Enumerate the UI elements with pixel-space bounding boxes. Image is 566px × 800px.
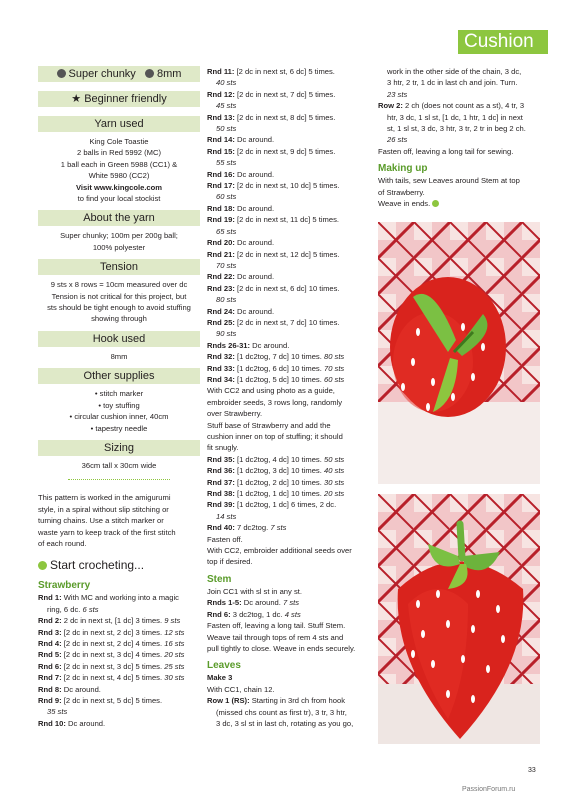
list-item: • stitch marker <box>94 389 144 399</box>
pattern-round: Rnd 39: [1 dc2tog, 1 dc] 6 times, 2 dc. <box>207 500 337 510</box>
pattern-round: Rnd 12: [2 dc in next st, 7 dc] 5 times. <box>207 89 336 99</box>
rounds-block-b <box>207 351 369 385</box>
pattern-round: Rnd 34: [1 dc2tog, 5 dc] 10 times. 60 sts <box>207 374 345 384</box>
strawberry-photo-bottom <box>378 494 540 744</box>
page-title: Cushion <box>464 31 534 52</box>
page-number: 33 <box>528 767 536 774</box>
about-yarn-heading: About the yarn <box>38 210 200 226</box>
right-column: work in the other side of the chain, 3 dc, 3 htr, 2 tr, 1 dc in last ch and join. Turn. 23 sts Row 2: 2 ch (does not count as a st), 4 tr, 3 htr, 3 dc, 1 sl st, [1 dc, 1 htr, 1 dc] in next st, 1 sl st, 3 dc, 3 htr, 3 tr, 2 tr in beg 2 ch. 26 sts Fasten off, leaving a long tail for sewing. Making up With tails, sew Leaves around Stem at top of Strawberry. Weave in ends. <box>378 66 540 209</box>
list-item: • tapestry needle <box>90 423 148 433</box>
making-up-heading: Making up <box>378 163 428 175</box>
pattern-round: Rnd 33: [1 dc2tog, 6 dc] 10 times. 70 sts <box>207 363 345 373</box>
tension-text: 9 sts x 8 rows = 10cm measured over dc Tension is not critical for this project, but sts should be tight enough to avoid stuffing showing through <box>47 280 191 324</box>
strawberry-rounds: Rnd 1: With MC and working into a magic ring, 6 dc. 6 sts Rnd 2: 2 dc in next st, [1 dc] 3 times. 9 sts Rnd 3: [2 dc in next st, 2 dc] 3 times. 12 sts Rnd 4: [2 dc in next st, 2 dc] 4 times. 16 sts Rnd 5: [2 dc in next st, 3 dc] 4 times. 20 sts Rnd 6: [2 dc in next st, 3 dc] 5 times. 25 sts Rnd 7: [2 dc in next st, 4 dc] 5 times. 30 sts Rnd 8: Dc around. Rnd 9: [2 dc in next st, 5 dc] 5 times. 35 sts Rnd 10: Dc around. <box>38 592 200 729</box>
pattern-round: Rnd 11: [2 dc in next st, 6 dc] 5 times. <box>207 67 335 76</box>
pattern-round: Rnd 15: [2 dc in next st, 9 dc] 5 times. <box>207 146 336 156</box>
page-title-box <box>458 30 548 54</box>
leaves-heading: Leaves <box>207 660 241 672</box>
yarn-ball-icon <box>432 200 439 207</box>
stem-rounds <box>207 586 369 620</box>
yarn-used-text: King Cole Toastie 2 balls in Red 5992 (MC) 1 ball each in Green 5988 (CC1) & White 5980 (CC2) Visit www.kingcole.com to find your local stockist <box>38 136 200 204</box>
level-banner: ★ Beginner friendly <box>38 91 200 107</box>
pattern-round: Rnd 3: [2 dc in next st, 2 dc] 3 times. 12 sts <box>38 627 185 637</box>
pattern-round: Rnds 1-5: Dc around. 7 sts <box>207 598 300 608</box>
middle-column <box>207 66 369 729</box>
strawberry-photo-top <box>378 222 540 484</box>
pattern-round: Rnd 16: Dc around. <box>207 169 275 179</box>
pattern-round: Rnd 6: 3 dc2tog, 1 dc. 4 sts <box>207 609 301 619</box>
pattern-round: Rnd 4: [2 dc in next st, 2 dc] 4 times. 16 sts <box>38 638 185 648</box>
pattern-round: Rnd 36: [1 dc2tog, 3 dc] 10 times. 40 sts <box>207 466 345 476</box>
rounds-block-a: Rnd 11: [2 dc in next st, 6 dc] 5 times. 40 sts Rnd 12: [2 dc in next st, 7 dc] 5 times. 45 sts Rnd 13: [2 dc in next st, 8 dc] 5 times. 50 sts Rnd 14: Dc around. Rnd 15: [2 dc in next st, 9 dc] 5 times. 55 sts Rnd 16: Dc around. Rnd 17: [2 dc in next st, 10 dc] 5 times. 60 sts Rnd 18: Dc around. Rnd 19: [2 dc in next st, 11 dc] 5 times. 65 sts Rnd 20: Dc around. Rnd 21: [2 dc in next st, 12 dc] 5 times. 70 sts Rnd 22: Dc around. Rnd 23: [2 dc in next st, 6 dc] 10 times. 80 sts Rnd 24: Dc around. Rnd 25: [2 dc in next st, 7 dc] 10 times. 90 sts Rnds 26-31: Dc around. <box>207 66 369 351</box>
pattern-round: Rnd 19: [2 dc in next st, 11 dc] 5 times. <box>207 215 339 225</box>
yarn-ball-icon <box>38 561 47 570</box>
pattern-round: Rnd 18: Dc around. <box>207 203 275 213</box>
pattern-round: Join CC1 with sl st in any st. <box>207 586 302 596</box>
yarn-weight-banner: Super chunky 8mm <box>38 66 200 82</box>
leaves-chain: With CC1, chain 12. <box>207 684 275 694</box>
pattern-round: Rnd 37: [1 dc2tog, 2 dc] 10 times. 30 sts <box>207 477 345 487</box>
row1-text: Row 1 (RS): Starting in 3rd ch from hook (missed chs count as first tr), 3 tr, 3 htr, 3 dc, 3 sl st in last ch, rotating as you go, <box>207 696 354 728</box>
pattern-round: Rnd 25: [2 dc in next st, 7 dc] 10 times. <box>207 317 340 327</box>
dotted-divider <box>68 479 170 480</box>
pattern-round: Rnd 32: [1 dc2tog, 7 dc] 10 times. 80 sts <box>207 352 345 362</box>
pattern-round: Rnd 24: Dc around. <box>207 306 275 316</box>
pattern-round: Rnd 7: [2 dc in next st, 4 dc] 5 times. 30 sts <box>38 673 185 683</box>
hook-used-value: 8mm <box>110 351 128 361</box>
pattern-round: Rnd 20: Dc around. <box>207 238 275 248</box>
list-item: • toy stuffing <box>98 400 140 410</box>
tension-heading: Tension <box>38 259 200 275</box>
pattern-round: Rnd 1: With MC and working into a magic <box>38 593 179 603</box>
about-yarn-text: Super chunky; 100m per 200g ball; 100% polyester <box>60 231 178 252</box>
pattern-round: Rnd 13: [2 dc in next st, 8 dc] 5 times. <box>207 112 336 122</box>
pattern-round: Rnd 14: Dc around. <box>207 135 275 145</box>
stem-text: Fasten off, leaving a long tail. Stuff Stem. Weave tail through tops of rem 4 sts and pull tightly to close. Weave in ends securely. <box>207 621 356 653</box>
strawberry-heading: Strawberry <box>38 580 91 592</box>
stockist-link[interactable]: Visit www.kingcole.com <box>75 182 163 192</box>
supplies-list <box>38 388 200 434</box>
pattern-round: Rnd 21: [2 dc in next st, 12 dc] 5 times. <box>207 249 340 259</box>
yarn-ball-icon <box>57 69 66 78</box>
pattern-round: Rnd 40: 7 dc2tog. 7 sts <box>207 523 287 533</box>
fasten-text: Fasten off. With CC2, embroider additional seeds over top if desired. <box>207 534 352 567</box>
pattern-round: Rnd 17: [2 dc in next st, 10 dc] 5 times. <box>207 181 340 191</box>
watermark: PassionForum.ru <box>462 786 516 793</box>
pattern-round: Rnd 8: Dc around. <box>38 684 101 694</box>
list-item: • circular cushion inner, 40cm <box>69 412 169 422</box>
other-supplies-heading: Other supplies <box>38 368 200 384</box>
sizing-value: 36cm tall x 30cm wide <box>81 460 157 470</box>
make-count: Make 3 <box>207 673 233 683</box>
sidebar-column <box>38 66 200 729</box>
sizing-heading: Sizing <box>38 440 200 456</box>
pattern-round: Rnd 35: [1 dc2tog, 4 dc] 10 times. 50 sts <box>207 454 345 464</box>
rounds-block-c: Rnd 35: [1 dc2tog, 4 dc] 10 times. 50 sts Rnd 36: [1 dc2tog, 3 dc] 10 times. 40 sts Rnd 37: [1 dc2tog, 2 dc] 10 times. 30 sts Rnd 38: [1 dc2tog, 1 dc] 10 times. 20 sts Rnd 39: [1 dc2tog, 1 dc] 6 times, 2 dc. 14 sts Rnd 40: 7 dc2tog. 7 sts <box>207 454 369 534</box>
pattern-round: Rnd 5: [2 dc in next st, 3 dc] 4 times. 20 sts <box>38 650 185 660</box>
pattern-round: Rnd 2: 2 dc in next st, [1 dc] 3 times. 9 sts <box>38 616 181 626</box>
pattern-round: Rnds 26-31: Dc around. <box>207 340 290 350</box>
pattern-round: Rnd 38: [1 dc2tog, 1 dc] 10 times. 20 sts <box>207 489 345 499</box>
hook-used-heading: Hook used <box>38 331 200 347</box>
star-icon: ★ <box>71 93 82 105</box>
hook-icon <box>145 69 154 78</box>
pattern-round: Rnd 6: [2 dc in next st, 3 dc] 5 times. 25 sts <box>38 661 185 671</box>
intro-text: This pattern is worked in the amigurumi style, in a spiral without slip stitching or turning chains. Use a stitch marker or waste yarn to keep track of the first stitch of each round. <box>38 493 176 548</box>
pattern-round: Rnd 22: Dc around. <box>207 272 275 282</box>
pattern-round: Rnd 23: [2 dc in next st, 6 dc] 10 times. <box>207 283 340 293</box>
start-crocheting-heading: Start crocheting... <box>38 557 200 573</box>
pattern-round: Rnd 9: [2 dc in next st, 5 dc] 5 times. <box>38 696 163 705</box>
pattern-round: Rnd 10: Dc around. <box>38 718 106 728</box>
yarn-used-heading: Yarn used <box>38 116 200 132</box>
stem-heading: Stem <box>207 573 232 585</box>
embroider-text: With CC2 and using photo as a guide, embroider seeds, 3 rows long, randomly over Strawberry. Stuff base of Strawberry and add the cushion inner on top of stuffing; it should fit snugly. <box>207 386 343 453</box>
